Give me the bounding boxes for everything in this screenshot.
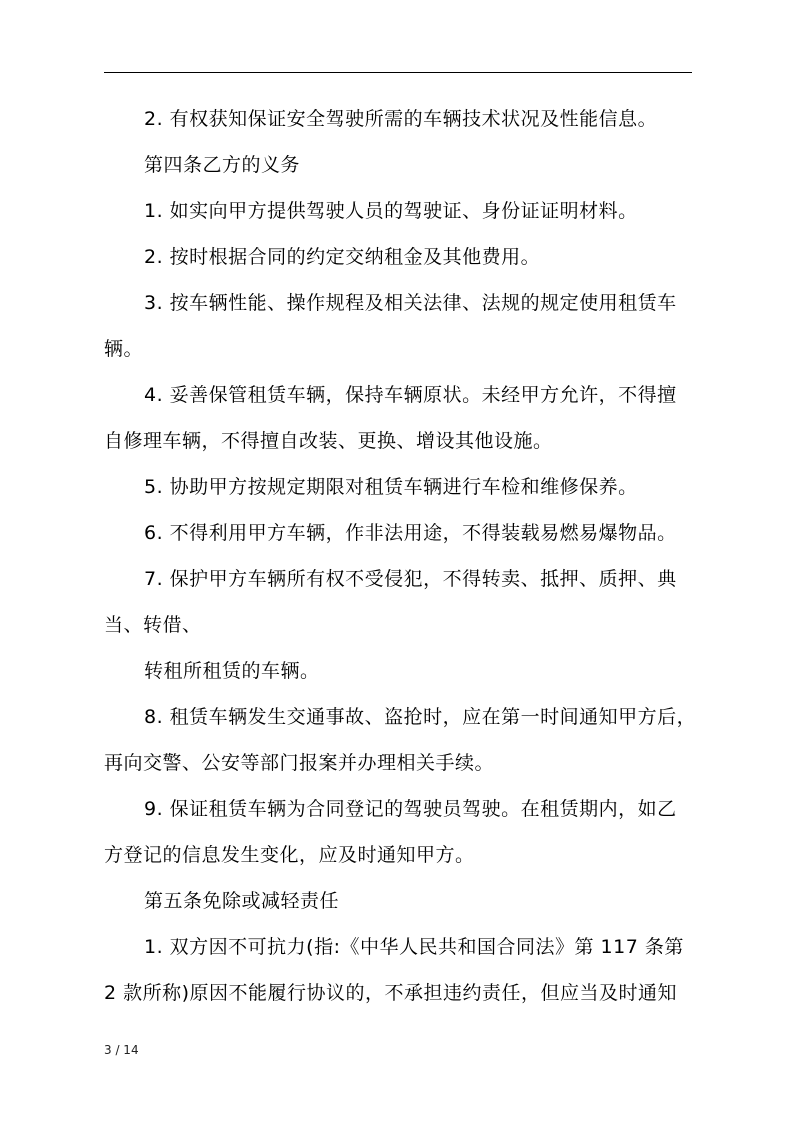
paragraph-line: 7. 保护甲方车辆所有权不受侵犯，不得转卖、抵押、质押、典 — [144, 568, 677, 590]
paragraph-line: 8. 租赁车辆发生交通事故、盗抢时，应在第一时间通知甲方后， — [144, 706, 697, 728]
paragraph-line: 再向交警、公安等部门报案并办理相关手续。 — [104, 752, 495, 774]
header-rule — [104, 72, 692, 73]
paragraph-line: 1. 双方因不可抗力(指:《中华人民共和国合同法》第 117 条第 — [144, 936, 684, 958]
paragraph-line: 2. 按时根据合同的约定交纳租金及其他费用。 — [144, 246, 541, 268]
paragraph-line: 1. 如实向甲方提供驾驶人员的驾驶证、身份证证明材料。 — [144, 200, 638, 222]
paragraph-line: 转租所租赁的车辆。 — [144, 660, 320, 682]
section-heading: 第四条乙方的义务 — [144, 154, 301, 176]
paragraph-line: 当、转借、 — [104, 614, 202, 636]
page-number: 3 / 14 — [104, 1043, 139, 1057]
paragraph-line: 5. 协助甲方按规定期限对租赁车辆进行车检和维修保养。 — [144, 476, 638, 498]
paragraph-line: 自修理车辆，不得擅自改装、更换、增设其他设施。 — [104, 430, 553, 452]
section-heading: 第五条免除或减轻责任 — [144, 890, 340, 912]
paragraph-line: 3. 按车辆性能、操作规程及相关法律、法规的规定使用租赁车 — [144, 292, 677, 314]
paragraph-line: 9. 保证租赁车辆为合同登记的驾驶员驾驶。在租赁期内，如乙 — [144, 798, 677, 820]
paragraph-line: 2 款所称)原因不能履行协议的，不承担违约责任，但应当及时通知 — [104, 982, 678, 1004]
paragraph-line: 6. 不得利用甲方车辆，作非法用途，不得装载易燃易爆物品。 — [144, 522, 677, 544]
paragraph-line: 辆。 — [104, 338, 144, 360]
paragraph-line: 2. 有权获知保证安全驾驶所需的车辆技术状况及性能信息。 — [144, 108, 658, 130]
paragraph-line: 4. 妥善保管租赁车辆，保持车辆原状。未经甲方允许，不得擅 — [144, 384, 677, 406]
paragraph-line: 方登记的信息发生变化，应及时通知甲方。 — [104, 844, 475, 866]
